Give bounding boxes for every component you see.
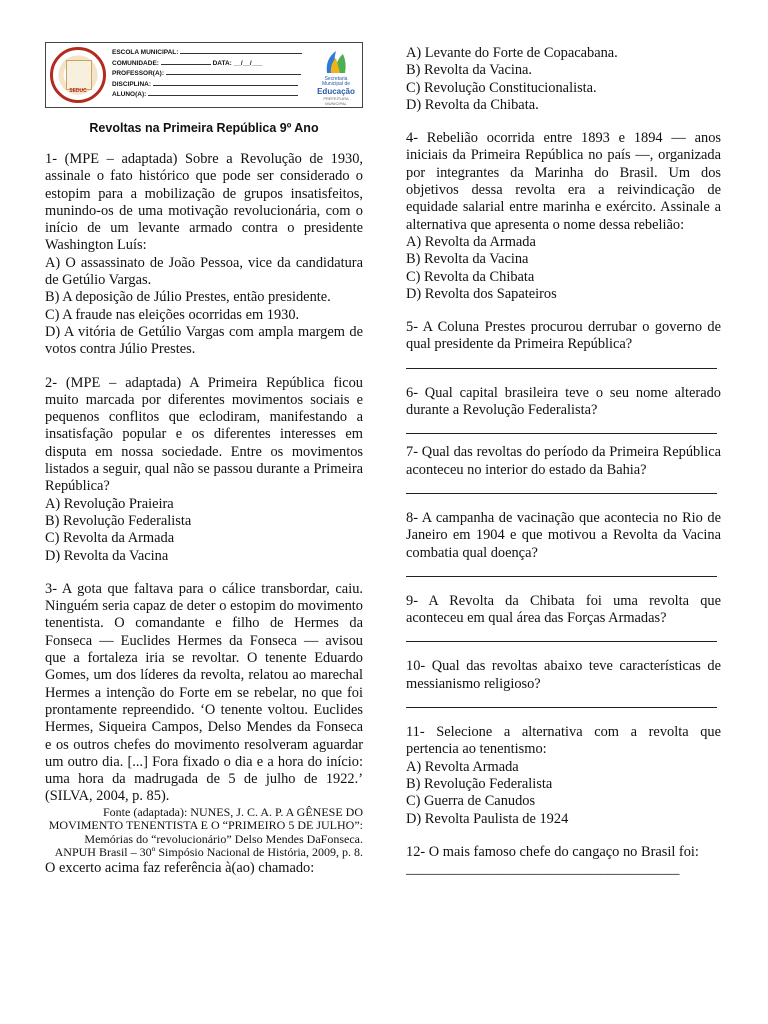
- left-column: [45, 151, 363, 877]
- question-5-answer-line[interactable]: [406, 354, 717, 369]
- question-3-option-b: B) Revolta da Vacina.: [406, 62, 533, 79]
- question-10-text: 10- Qual das revoltas abaixo teve características de messianismo religioso?: [406, 658, 721, 692]
- question-7-answer-line[interactable]: [406, 479, 717, 494]
- field-professor: PROFESSOR(A):: [112, 68, 312, 79]
- question-2-option-a: A) Revolução Praieira: [45, 495, 174, 512]
- question-4-option-b: B) Revolta da Vacina: [406, 251, 529, 268]
- question-6-text: 6- Qual capital brasileira teve o seu nome alterado durante a Revolução Federalista?: [406, 384, 721, 419]
- question-8-text: 8- A campanha de vacinação que acontecia no Rio de Janeiro em 1904 e que motivou a Revolta da Vacina combatia qual doença?: [406, 509, 721, 561]
- field-aluno: ALUNO(A):: [112, 89, 312, 100]
- question-3-option-c: C) Revolução Constitucionalista.: [406, 79, 597, 96]
- field-comunidade: COMUNIDADE: DATA: __/__/___: [112, 59, 263, 67]
- question-11-stem: 11- Selecione a alternativa com a revolta que pertencia ao tenentismo:: [406, 724, 721, 758]
- education-mark-icon: [321, 47, 351, 77]
- question-2-stem: 2- (MPE – adaptada) A Primeira República ficou muito marcada por diferentes movimentos sociais e pequenos conflitos que eclodiram, manifestando a insatisfação popular e os diferentes interesses em disputa em nossa sociedade. Entre os movimentos listados a seguir, qual não se passou durante a Primeira República?: [45, 374, 363, 495]
- question-11-option-a: A) Revolta Armada: [406, 758, 519, 775]
- question-9-text: 9- A Revolta da Chibata foi uma revolta que aconteceu em qual área das Forças Armadas?: [406, 592, 721, 627]
- question-11-option-b: B) Revolução Federalista: [406, 775, 553, 792]
- question-1-option-c: C) A fraude nas eleições ocorridas em 1930.: [45, 306, 300, 323]
- question-8-answer-line[interactable]: [406, 562, 717, 577]
- question-12-text: 12- O mais famoso chefe do cangaço no Brasil foi:: [406, 843, 699, 860]
- question-11-option-c: C) Guerra de Canudos: [406, 793, 536, 810]
- question-2-option-d: D) Revolta da Vacina: [45, 547, 169, 564]
- question-1-stem: 1- (MPE – adaptada) Sobre a Revolução de 1930, assinale o fato histórico que pode ser considerado o estopim para a mobilização de grupos insatisfeitos, munindo-os de uma motivação revolucionária, com o início de um levante armado contra o presidente Washington Luís:: [45, 151, 363, 254]
- question-2-option-b: B) Revolução Federalista: [45, 512, 192, 529]
- question-3-option-d: D) Revolta da Chibata.: [406, 96, 539, 113]
- question-2-option-c: C) Revolta da Armada: [45, 530, 175, 547]
- logo-line-2: Educação: [317, 87, 355, 96]
- right-column: [406, 45, 721, 878]
- question-1-option-a: A) O assassinato de João Pessoa, vice da candidatura de Getúlio Vargas.: [45, 254, 363, 289]
- logo-line-3: PREFEITURA MUNICIPAL: [323, 96, 349, 106]
- field-escola: ESCOLA MUNICIPAL:: [112, 47, 312, 58]
- school-header: [45, 42, 363, 108]
- question-1-option-d: D) A vitória de Getúlio Vargas com ampla margem de votos contra Júlio Prestes.: [45, 323, 363, 358]
- question-5-text: 5- A Coluna Prestes procurou derrubar o governo de qual presidente da Primeira República?: [406, 319, 721, 353]
- question-4-option-c: C) Revolta da Chibata: [406, 268, 535, 285]
- school-seal-logo: [50, 47, 106, 103]
- seal-text: SEDUC: [69, 88, 87, 94]
- question-6-answer-line[interactable]: [406, 419, 717, 434]
- header-fields: [112, 47, 312, 100]
- question-3-source: Fonte (adaptada): NUNES, J. C. A. P. A GÊNESE DO MOVIMENTO TENENTISTA E O “PRIMEIRO 5 DE JULHO”: Memórias do “revolucionário” Delso Mendes DaFonseca. ANPUH Brasil – 30º Simpósio Nacional de História, 2009, p. 8.: [48, 804, 363, 860]
- field-disciplina: DISCIPLINA:: [112, 79, 312, 90]
- question-12-answer-blank[interactable]: ______________________________________: [406, 861, 680, 878]
- question-4-option-d: D) Revolta dos Sapateiros: [406, 285, 557, 302]
- question-1-option-b: B) A deposição de Júlio Prestes, então presidente.: [45, 289, 331, 306]
- question-11-option-d: D) Revolta Paulista de 1924: [406, 810, 569, 827]
- question-3-prompt: O excerto acima faz referência à(ao) chamado:: [45, 859, 315, 876]
- page-title: Revoltas na Primeira República 9º Ano: [89, 121, 319, 135]
- question-3-stem: 3- A gota que faltava para o cálice transbordar, caiu. Ninguém seria capaz de deter o estopim do movimento tenentista. O comandante e filho de Hermes da Fonseca — Euclides Hermes da Fonseca — avisou que a fortaleza iria se revoltar. O tenente Eduardo Gomes, um dos líderes da revolta, relatou ao marechal Hermes a intenção do Forte em se rebelar, no que foi prontamente repreendido. ‘O tenente voltou. Euclides Hermes, Siqueira Campos, Delso Mendes da Fonseca e os outros chefes do movimento resolveram aguardar um outro dia. [...] Fora fixado o dia e a hora do início: uma hora da madrugada de 5 de julho de 1922.’ (SILVA, 2004, p. 85).: [45, 580, 363, 805]
- question-9-answer-line[interactable]: [406, 627, 717, 642]
- question-7-text: 7- Qual das revoltas do período da Primeira República aconteceu no interior do estado da Bahia?: [406, 444, 721, 478]
- question-4-stem: 4- Rebelião ocorrida entre 1893 e 1894 — anos iniciais da Primeira República no país —, organizada por integrantes da Marinha do Brasil. Um dos objetivos dessa revolta era a reivindicação de equidade salarial entre marinha e exército. Assinale a alternativa que apresenta o nome dessa rebelião:: [406, 130, 721, 233]
- seal-emblem: [66, 60, 92, 90]
- education-logo: [315, 47, 357, 106]
- question-10-answer-line[interactable]: [406, 693, 717, 708]
- logo-line-1: Secretaria Municipal de: [321, 76, 351, 87]
- question-3-option-a: A) Levante do Forte de Copacabana.: [406, 45, 618, 61]
- question-4-option-a: A) Revolta da Armada: [406, 233, 536, 250]
